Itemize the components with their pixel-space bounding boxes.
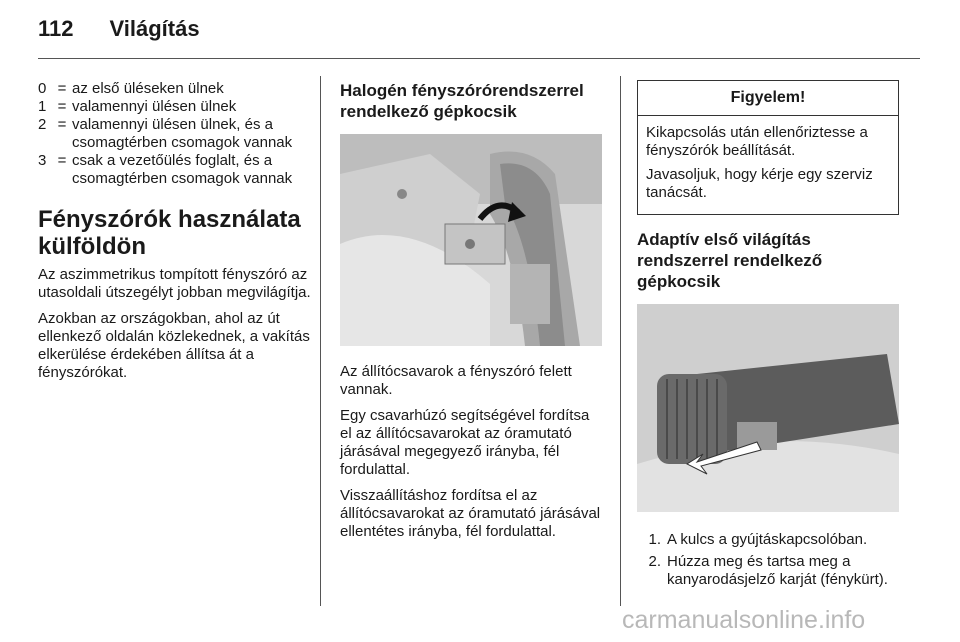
step-number: 2.: [648, 553, 661, 570]
list-item-text: valamennyi ülésen ülnek, és a csomagtérben csomagok vannak: [72, 116, 293, 151]
paragraph: Az állítócsavarok a fényszóró felett vannak.: [340, 363, 572, 398]
warning-title: Figyelem!: [638, 81, 898, 116]
header-rule: [38, 58, 920, 59]
list-item: [38, 80, 314, 98]
column-3: [637, 80, 899, 593]
list-item-equals: =: [57, 80, 67, 97]
section-heading-halogen: Halogén fényszórórendszerrel rendelkező gépkocsik: [340, 81, 584, 121]
paragraph: Az aszimmetrikus tompított fényszóró az utasoldali útszegélyt jobban megvilágítja.: [38, 266, 311, 301]
list-item-equals: =: [57, 98, 67, 115]
paragraph: Azokban az országokban, ahol az út ellenkező oldalán közlekednek, a vakítás elkerülése érdekében állítsa át a fényszórókat.: [38, 310, 310, 381]
steps-list: [637, 531, 899, 589]
warning-paragraph: Javasoljuk, hogy kérje egy szerviz tanácsát.: [646, 166, 873, 201]
step-text: Húzza meg és tartsa meg a kanyarodásjelző karját (fénykürt).: [667, 553, 888, 588]
warning-box: [637, 80, 899, 215]
column-2: [340, 80, 602, 549]
list-item: [38, 116, 314, 152]
column-1: [38, 80, 314, 390]
step-text: A kulcs a gyújtáskapcsolóban.: [667, 531, 868, 548]
page-header: [38, 16, 200, 42]
section-heading-abroad: Fényszórók használata külföldön: [38, 206, 301, 260]
list-item-number: 2: [38, 116, 47, 133]
list-item: [38, 152, 314, 188]
turn-signal-lever-photo: [637, 304, 899, 512]
column-divider-2: [620, 76, 621, 606]
paragraph: Visszaállításhoz fordítsa el az állítócsavarokat az óramutató járásával ellentétes irányba, fél fordulattal.: [340, 487, 601, 540]
seat-load-list: [38, 80, 314, 188]
list-item-text: csak a vezetőülés foglalt, és a csomagtérben csomagok vannak: [72, 152, 293, 187]
paragraph: Egy csavarhúzó segítségével fordítsa el az állítócsavarokat az óramutató járásával megegyező irányba, fél fordulattal.: [340, 407, 590, 478]
section-title: Világítás: [109, 16, 200, 41]
list-item: [637, 553, 899, 589]
list-item-text: az első üléseken ülnek: [72, 80, 224, 97]
list-item-number: 0: [38, 80, 47, 97]
watermark: carmanualsonline.info: [622, 606, 866, 634]
list-item: [637, 531, 899, 549]
list-item-number: 1: [38, 98, 47, 115]
headlamp-adjustment-photo: [340, 134, 602, 346]
list-item-text: valamennyi ülésen ülnek: [72, 98, 237, 115]
column-divider-1: [320, 76, 321, 606]
list-item: [38, 98, 314, 116]
warning-paragraph: Kikapcsolás után ellenőriztesse a fényszórók beállítását.: [646, 124, 868, 159]
section-heading-adaptive: Adaptív első világítás rendszerrel rendelkező gépkocsik: [637, 230, 823, 291]
step-number: 1.: [648, 531, 661, 548]
warning-body: [638, 116, 898, 214]
page-number: 112: [38, 16, 74, 41]
list-item-equals: =: [57, 152, 67, 169]
list-item-equals: =: [57, 116, 67, 133]
list-item-number: 3: [38, 152, 47, 169]
